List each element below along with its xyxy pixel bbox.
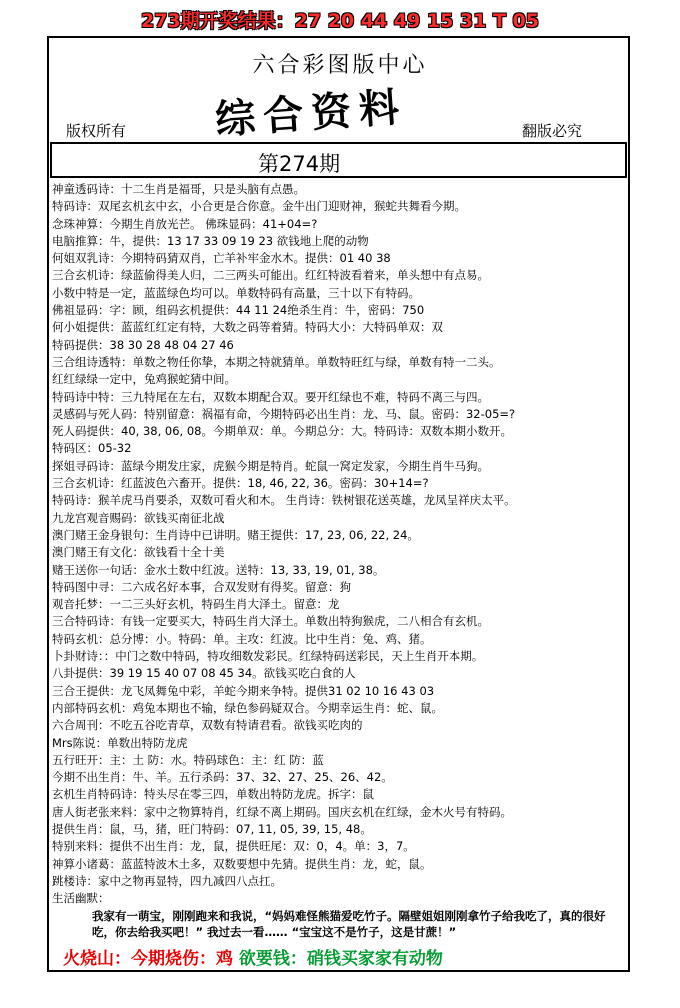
text-line: 生活幽默： <box>52 891 110 906</box>
bottom-banner <box>63 944 443 969</box>
text-line: 五行旺开：主：土 防：水。特码球色：主：红 防：蓝 <box>52 752 324 767</box>
copyright-label: 版权所有 <box>66 122 127 140</box>
text-line: 今期不出生肖：牛、羊。五行杀码：37、32、27、25、26、42。 <box>52 770 393 785</box>
text-line: 提供生肖：鼠，马，猪，旺门特码：07, 11, 05, 39, 15, 48。 <box>52 821 372 836</box>
text-line: 特码图中寻：二六成名好本事，合双发财有得奖。留意：狗 <box>52 579 351 594</box>
text-line: 观音托梦：一二三头好玄机，特码生肖大泽土。留意：龙 <box>52 597 340 612</box>
text-line: 赌王送你一句话：金水土数中红波。送特：13, 33, 19, 01, 38。 <box>52 562 385 577</box>
text-line: 灵感码与死人码：特别留意：祸福有命，今期特码必出生肖：龙、马、鼠。密码：32-05=? <box>52 406 516 421</box>
text-line: 内部特码玄机：鸡兔本期也不输，绿色参码疑双合。今期幸运生肖：蛇、鼠。 <box>52 700 443 715</box>
text-line: 三合组诗透特：单数之物任你挚，本期之特就猜单。单数特旺红与绿，单数有特一二头。 <box>52 354 501 369</box>
text-line: 跳楼诗：家中之物再显特，四九减四八点扛。 <box>52 873 282 888</box>
text-line: 三合玄机诗：红蓝波色六畜开。提供：18, 46, 22, 36。密码：30+14=? <box>52 476 429 491</box>
bottom-green-label: 欲要钱： <box>233 949 307 969</box>
text-line: 澳门赌王有文化：欲钱看十全十美 <box>52 545 225 560</box>
text-line: 特别来料：提供不出生肖：龙，鼠，提供旺尾：双：0，4。单：3，7。 <box>52 839 415 854</box>
text-line: Mrs陈说：单数出特防龙虎 <box>52 735 188 750</box>
text-line: 念珠神算：今期生肖放光芒。 佛珠显码：41+04=? <box>52 216 318 231</box>
text-line: 三合王提供：龙飞凤舞兔中彩，羊蛇今期来争特。提供31 02 10 16 43 03 <box>52 683 435 698</box>
text-line: 八卦提供：39 19 15 40 07 08 45 34。欲钱买吃白食的人 <box>52 666 356 681</box>
text-line: 死人码提供：40, 38, 06, 08。今期单双：单。今期总分：大。特码诗：双数本期小数开。 <box>52 424 512 439</box>
text-line: 卜卦财诗：：中门之数中特码，特攻细数发彩民。红绿特码送彩民，天上生肖开本期。 <box>52 649 484 664</box>
text-line: 唐人街老张来料：家中之物算特肖，红绿不离上期码。国庆玄机在红绿，金木火号有特码。 <box>52 804 512 819</box>
bottom-green-text: 硝钱买家家有动物 <box>306 949 443 969</box>
draw-result-banner: 273期开奖结果：27 20 44 49 15 31 T 05 <box>140 10 539 32</box>
text-line: 特码诗：猴羊虎马肖要杀，双数可看火和木。 生肖诗：铁树银花送英雄，龙凤呈祥庆太平。 <box>52 493 516 508</box>
text-line: 澳门赌王金身银句：生肖诗中已讲明。赌王提供：17, 23, 06, 22, 24。 <box>52 527 419 542</box>
header-big-title: 综合资料 <box>213 83 409 144</box>
text-line: 佛祖显码：字：顾，组码玄机提供：44 11 24绝杀生肖：牛，密码：750 <box>52 303 425 318</box>
period-title: 第274期 <box>258 152 341 176</box>
text-line: 三合玄机诗：绿蓝偷得美人归，二三两头可能出。红红特波看着来，单头想中有点易。 <box>52 268 489 283</box>
text-line: 三合特码诗：有钱一定要买大，特码生肖大泽土。单数出特狗猴虎，二八相合有玄机。 <box>52 614 489 629</box>
bottom-red-text: 火烧山：今期烧伤： <box>63 949 216 969</box>
text-line: 电脑推算：牛，提供：13 17 33 09 19 23 欲钱地上爬的动物 <box>52 233 369 248</box>
text-line: 小数中特是一定，蓝蓝绿色均可以。单数特码有高量，三十以下有特码。 <box>52 285 420 300</box>
period-box <box>50 142 627 178</box>
no-reprint-label: 翻版必究 <box>522 122 583 140</box>
text-line: 特码诗中特：三九特尾在左右，双数本期配合双。要开红绿也不难，特码不离三与四。 <box>52 389 489 404</box>
content-lines <box>52 181 628 940</box>
text-line: 特码玄机：总分博：小。特码：单。主攻：红波。比中生肖：兔、鸡、猪。 <box>52 631 432 646</box>
header-title: 六合彩图版中心 <box>252 53 428 78</box>
text-line: 特码区：05-32 <box>52 441 132 456</box>
text-line: 玄机生肖特码诗：特头尽在零三四，单数出特防龙虎。拆字：鼠 <box>52 787 374 802</box>
text-line: 何姐双乳诗：今期特码猜双肖，亡羊补牢金水木。提供：01 40 38 <box>52 251 391 266</box>
text-line: 红红绿绿一定中，兔鸡猴蛇猜中间。 <box>52 372 236 387</box>
text-line: 神童透码诗：十二生肖是福哥，只是头脑有点愚。 <box>52 182 305 196</box>
text-line: 六合周刊：不吃五谷吃青草，双数有特请君看。欲钱买吃肉的 <box>52 718 363 733</box>
bottom-zodiac: 鸡 <box>216 949 233 969</box>
text-line: 探姐寻码诗：蓝绿今期发庄家，虎猴今期是特肖。蛇鼠一窝定发家，今期生肖牛马狗。 <box>52 458 489 473</box>
text-line: 神算小诸葛：蓝蓝特波木土多，双数要想中先猜。提供生肖：龙，蛇，鼠。 <box>52 856 432 871</box>
text-line: 九龙宫观音赐码：欲钱买南征北战 <box>52 510 225 525</box>
humor-paragraph: 我家有一萌宝，刚刚跑来和我说，“妈妈难怪熊猫爱吃竹子。隔壁姐姐刚刚拿竹子给我吃了，真的很好吃，你去给我买吧！” 我过去一看…… “宝宝这不是竹子，这是甘蔗！” <box>92 909 606 940</box>
text-line: 特码提供：38 30 28 48 04 27 46 <box>52 337 234 352</box>
text-line: 何小姐提供：蓝蓝红红定有特，大数之码等着猜。特码大小：大特码单双：双 <box>52 320 443 335</box>
text-line: 特码诗：双尾玄机玄中玄，小合更是合你意。金牛出门迎财神，猴蛇共舞看今期。 <box>52 199 466 214</box>
